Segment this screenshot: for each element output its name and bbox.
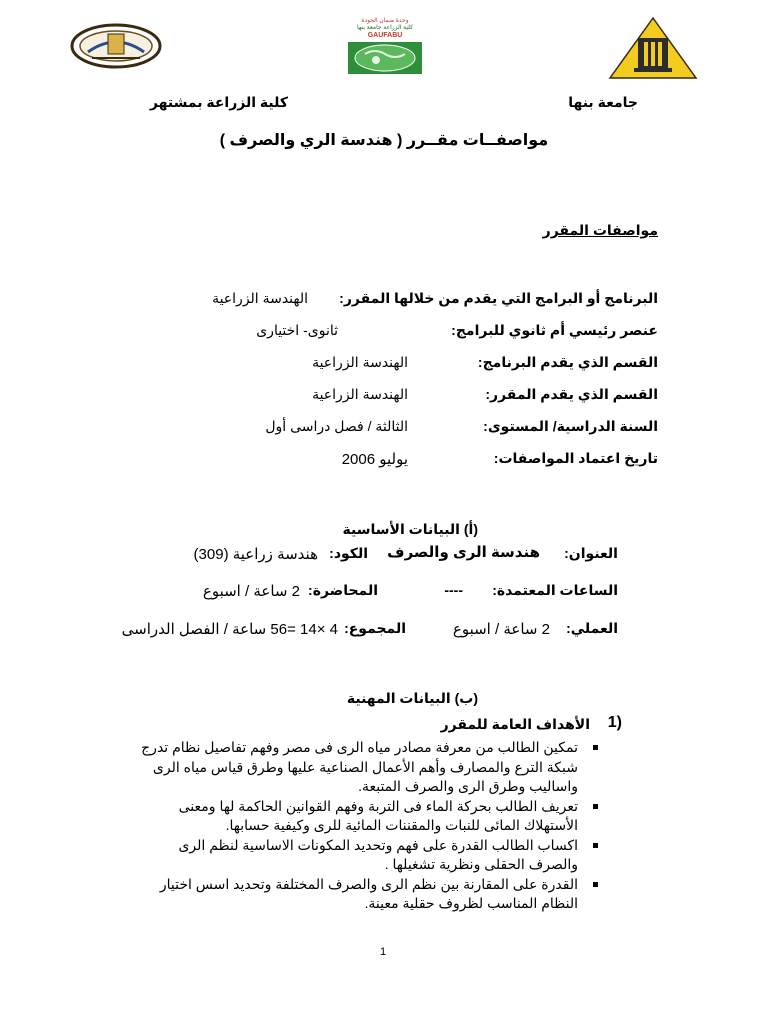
page-title: مواصفــات مقــرر ( هندسة الري والصرف ) xyxy=(219,132,549,149)
objectives-list xyxy=(130,738,600,914)
professional-data-heading: (ب) البيانات المهنية xyxy=(346,690,478,706)
info-label: القسم الذي يقدم البرنامج: xyxy=(477,354,658,370)
lecture-value: 2 ساعة / اسبوع xyxy=(202,583,300,600)
info-value: الهندسة الزراعية xyxy=(312,354,408,370)
gaufabu-name: GAUFABU xyxy=(367,32,403,39)
lecture-label: المحاضرة: xyxy=(308,582,378,598)
practical-label: العملي: xyxy=(566,620,618,636)
total-value: 4 ×14 =56 ساعة / الفصل الدراسى xyxy=(121,621,338,638)
info-value: ثانوى- اختيارى xyxy=(256,322,338,338)
info-label: البرنامج أو البرامج التي يقدم من خلالها المقرر: xyxy=(339,290,658,306)
list-item: اكساب الطالب القدرة على فهم وتحديد المكونات الاساسية لنظم الرى والصرف الحقلى ونظرية تشغيلها . xyxy=(130,836,600,875)
faculty-name: كلية الزراعة بمشتهر xyxy=(149,94,288,110)
credit-hours-value: ---- xyxy=(444,582,463,598)
info-value: الهندسة الزراعية xyxy=(312,386,408,402)
gaufabu-top-line1: وحدة ضمان الجودة xyxy=(361,18,409,24)
faculty-logo xyxy=(70,22,162,70)
course-code-label: الكود: xyxy=(329,545,368,561)
gaufabu-logo xyxy=(330,18,440,80)
course-title-value: هندسة الرى والصرف xyxy=(387,544,540,561)
basic-data-heading: (أ) البيانات الأساسية xyxy=(342,521,478,537)
practical-value: 2 ساعة / اسبوع xyxy=(452,621,550,638)
gaufabu-top-line2: كلية الزراعة جامعة بنها xyxy=(357,25,413,31)
page-number: 1 xyxy=(380,946,387,958)
info-value: يوليو 2006 xyxy=(341,451,408,468)
info-label: عنصر رئيسي أم ثانوي للبرامج: xyxy=(451,322,658,338)
course-title-label: العنوان: xyxy=(564,545,618,561)
credit-hours-label: الساعات المعتمدة: xyxy=(492,582,618,598)
objectives-title: الأهداف العامة للمقرر xyxy=(440,716,590,732)
list-item: تمكين الطالب من معرفة مصادر مياه الرى فى مصر وفهم تفاصيل نظام تدرج شبكة الترع والمصارف وأهم الأعمال الصناعية عليها وطرق قياس مياه الرى واساليب وطرق الرى والصرف المتبعة. xyxy=(130,738,600,797)
info-value: الثالثة / فصل دراسى أول xyxy=(265,418,408,434)
list-item: القدرة على المقارنة بين نظم الرى والصرف المختلفة وتحديد اسس اختيار النظام المناسب لظروف حقلية معينة. xyxy=(130,875,600,914)
info-label: تاريخ اعتماد المواصفات: xyxy=(493,450,658,466)
objectives-number: 1) xyxy=(607,714,622,731)
university-logo xyxy=(608,16,698,82)
university-name: جامعة بنها xyxy=(568,94,638,110)
section-heading: مواصفات المقرر xyxy=(542,222,658,238)
info-label: السنة الدراسية/ المستوى: xyxy=(483,418,658,434)
info-value: الهندسة الزراعية xyxy=(212,290,308,306)
list-item: تعريف الطالب بحركة الماء فى التربة وفهم القوانين الحاكمة لها ومعنى الأستهلاك المائى للنبات والمقننات المائية للرى وكيفية حسابها. xyxy=(130,797,600,836)
course-code-value: هندسة زراعية (309) xyxy=(193,546,318,563)
total-label: المجموع: xyxy=(344,620,406,636)
info-label: القسم الذي يقدم المقرر: xyxy=(485,386,658,402)
